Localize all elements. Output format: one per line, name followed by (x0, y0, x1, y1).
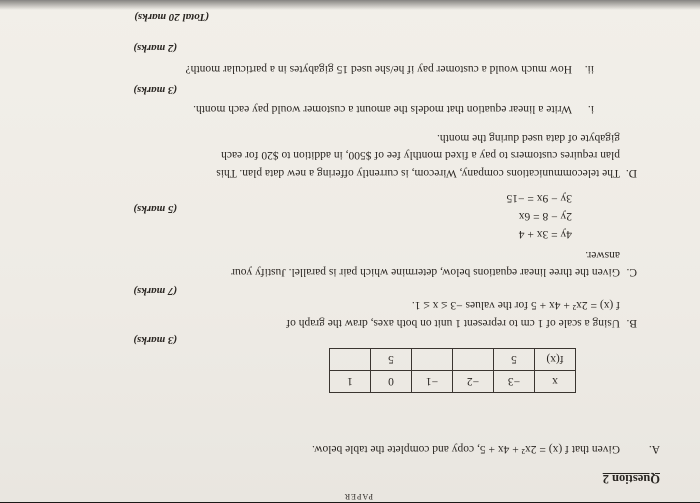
shadow-edge (0, 0, 700, 10)
part-b-marks: (7 marks) (133, 285, 177, 297)
table-cell: −3 (494, 371, 535, 393)
part-a-marks: (3 marks) (133, 334, 177, 346)
table-cell (453, 349, 494, 371)
page-header-text: PAPER (343, 492, 373, 501)
total-marks: (Total 20 marks) (134, 11, 209, 23)
part-a-text: Given that f (x) = 2x² + 4x + 5, copy and complete the table below. (312, 443, 620, 455)
table-row (330, 371, 576, 393)
table-cell: 5 (494, 349, 535, 371)
part-d-sub-ii-label: ii. (584, 63, 594, 75)
part-c-marks: (5 marks) (133, 203, 177, 215)
table-cell: −1 (412, 371, 453, 393)
part-c-line2: answer. (585, 249, 620, 261)
table-row (330, 349, 576, 371)
table-cell: 1 (330, 371, 371, 393)
part-c-letter: C. (626, 266, 637, 278)
part-d-line3: gigabyte of data used during the month. (436, 132, 620, 144)
table-cell (412, 349, 453, 371)
part-d-sub-ii-text: How much would a customer pay if he/she used 15 gigabytes in a particular month? (185, 63, 572, 75)
part-b-line2: f (x) = 2x² + 4x + 5 for the values −3 ≤ x ≤ 1. (411, 299, 620, 311)
part-d-line2: plan requires customers to pay a fixed monthly fee of $500, in addition to $20 for each (221, 149, 620, 161)
table-header-x: x (535, 371, 576, 393)
table-cell (330, 349, 371, 371)
equation-1: 4y = 3x + 4 (518, 228, 572, 240)
table-header-fx: f(x) (535, 349, 576, 371)
part-b-line1: Using a scale of 1 cm to represent 1 unit on both axes, draw the graph of (286, 317, 620, 329)
question-title: Question 2 (602, 472, 660, 486)
part-d-line1: The telecommunications company, Wirecom, is currently offering a new data plan. This (216, 167, 620, 179)
part-a-letter: A. (648, 443, 660, 455)
part-d-letter: D. (625, 167, 637, 179)
part-c-line1: Given the three linear equations below, determine which pair is parallel. Justify your (231, 266, 620, 278)
part-d-sub-i-text: Write a linear equation that models the amount a customer would pay each month. (193, 103, 572, 115)
part-d-sub-i-marks: (3 marks) (133, 84, 177, 96)
table-cell: −2 (453, 371, 494, 393)
equation-3: 3y − 9x = −15 (506, 192, 572, 204)
values-table (329, 348, 576, 393)
part-d-sub-i-label: i. (587, 103, 594, 115)
part-d-sub-ii-marks: (2 marks) (133, 42, 177, 54)
equation-2: 2y − 8 = 6x (518, 210, 572, 222)
table-cell: 5 (371, 349, 412, 371)
part-b-letter: B. (626, 317, 637, 329)
table-cell: 0 (371, 371, 412, 393)
